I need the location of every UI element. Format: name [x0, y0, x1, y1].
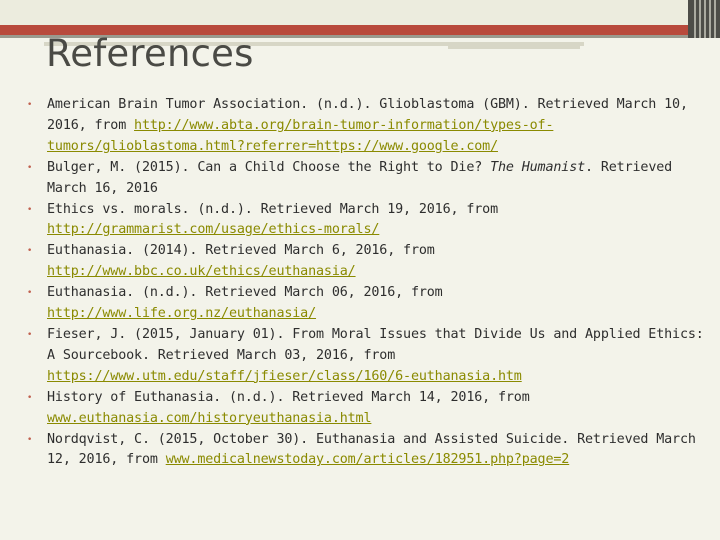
- reference-list: [27, 95, 707, 471]
- reference-journal: The Humanist: [490, 159, 586, 175]
- bullet-icon: •: [27, 100, 33, 110]
- reference-text: Nordqvist, C. (2015, October 30). Euthanasia and Assisted Suicide. Retrieved March 12, 2016, from: [47, 431, 696, 468]
- bullet-icon: •: [27, 392, 33, 403]
- slide-title: References: [46, 32, 254, 75]
- reference-link[interactable]: http://grammarist.com/usage/ethics-morals/: [47, 222, 380, 238]
- reference-text: History of Euthanasia. (n.d.). Retrieved March 14, 2016, from: [47, 389, 530, 405]
- bullet-icon: •: [27, 162, 33, 173]
- bullet-icon: •: [27, 434, 33, 445]
- reference-item: [27, 430, 707, 472]
- reference-link[interactable]: www.euthanasia.com/historyeuthanasia.html: [47, 410, 372, 426]
- reference-item: [27, 241, 707, 283]
- reference-text: Fieser, J. (2015, January 01). From Moral Issues that Divide Us and Applied Ethics: A Sourcebook. Retrieved March 03, 2016, from: [47, 326, 704, 363]
- reference-item: [27, 388, 707, 430]
- reference-item: [27, 95, 707, 158]
- reference-link[interactable]: https://www.utm.edu/staff/jfieser/class/160/6-euthanasia.htm: [47, 368, 522, 384]
- reference-text: Euthanasia. (n.d.). Retrieved March 06, 2016, from: [47, 285, 443, 301]
- reference-link[interactable]: http://www.abta.org/brain-tumor-information/types-of-tumors/glioblastoma.html?referrer=https://www.google.com/: [47, 117, 554, 154]
- bullet-icon: •: [27, 204, 33, 215]
- bullet-icon: •: [27, 246, 33, 257]
- reference-text: American Brain Tumor Association. (n.d.). Glioblastoma (GBM). Retrieved March 10, 2016, from: [47, 97, 688, 133]
- corner-stripes: [694, 0, 716, 38]
- reference-link[interactable]: http://www.life.org.nz/euthanasia/: [47, 306, 317, 322]
- reference-item: [27, 200, 707, 242]
- reference-text: Ethics vs. morals. (n.d.). Retrieved March 19, 2016, from: [47, 201, 498, 217]
- title-underline-accent: [448, 46, 580, 49]
- reference-item: [27, 325, 707, 388]
- reference-text: Euthanasia. (2014). Retrieved March 6, 2016, from: [47, 243, 435, 259]
- top-band: [0, 0, 720, 25]
- reference-link[interactable]: http://www.bbc.co.uk/ethics/euthanasia/: [47, 264, 356, 280]
- bullet-icon: •: [27, 288, 33, 299]
- reference-link[interactable]: www.medicalnewstoday.com/articles/182951.php?page=2: [165, 452, 570, 468]
- reference-item: [27, 283, 707, 325]
- reference-text-after: . Retrieved March 16, 2016: [47, 159, 673, 196]
- reference-item: [27, 158, 707, 200]
- bullet-icon: •: [27, 329, 33, 340]
- reference-text: Bulger, M. (2015). Can a Child Choose the Right to Die?: [47, 159, 491, 175]
